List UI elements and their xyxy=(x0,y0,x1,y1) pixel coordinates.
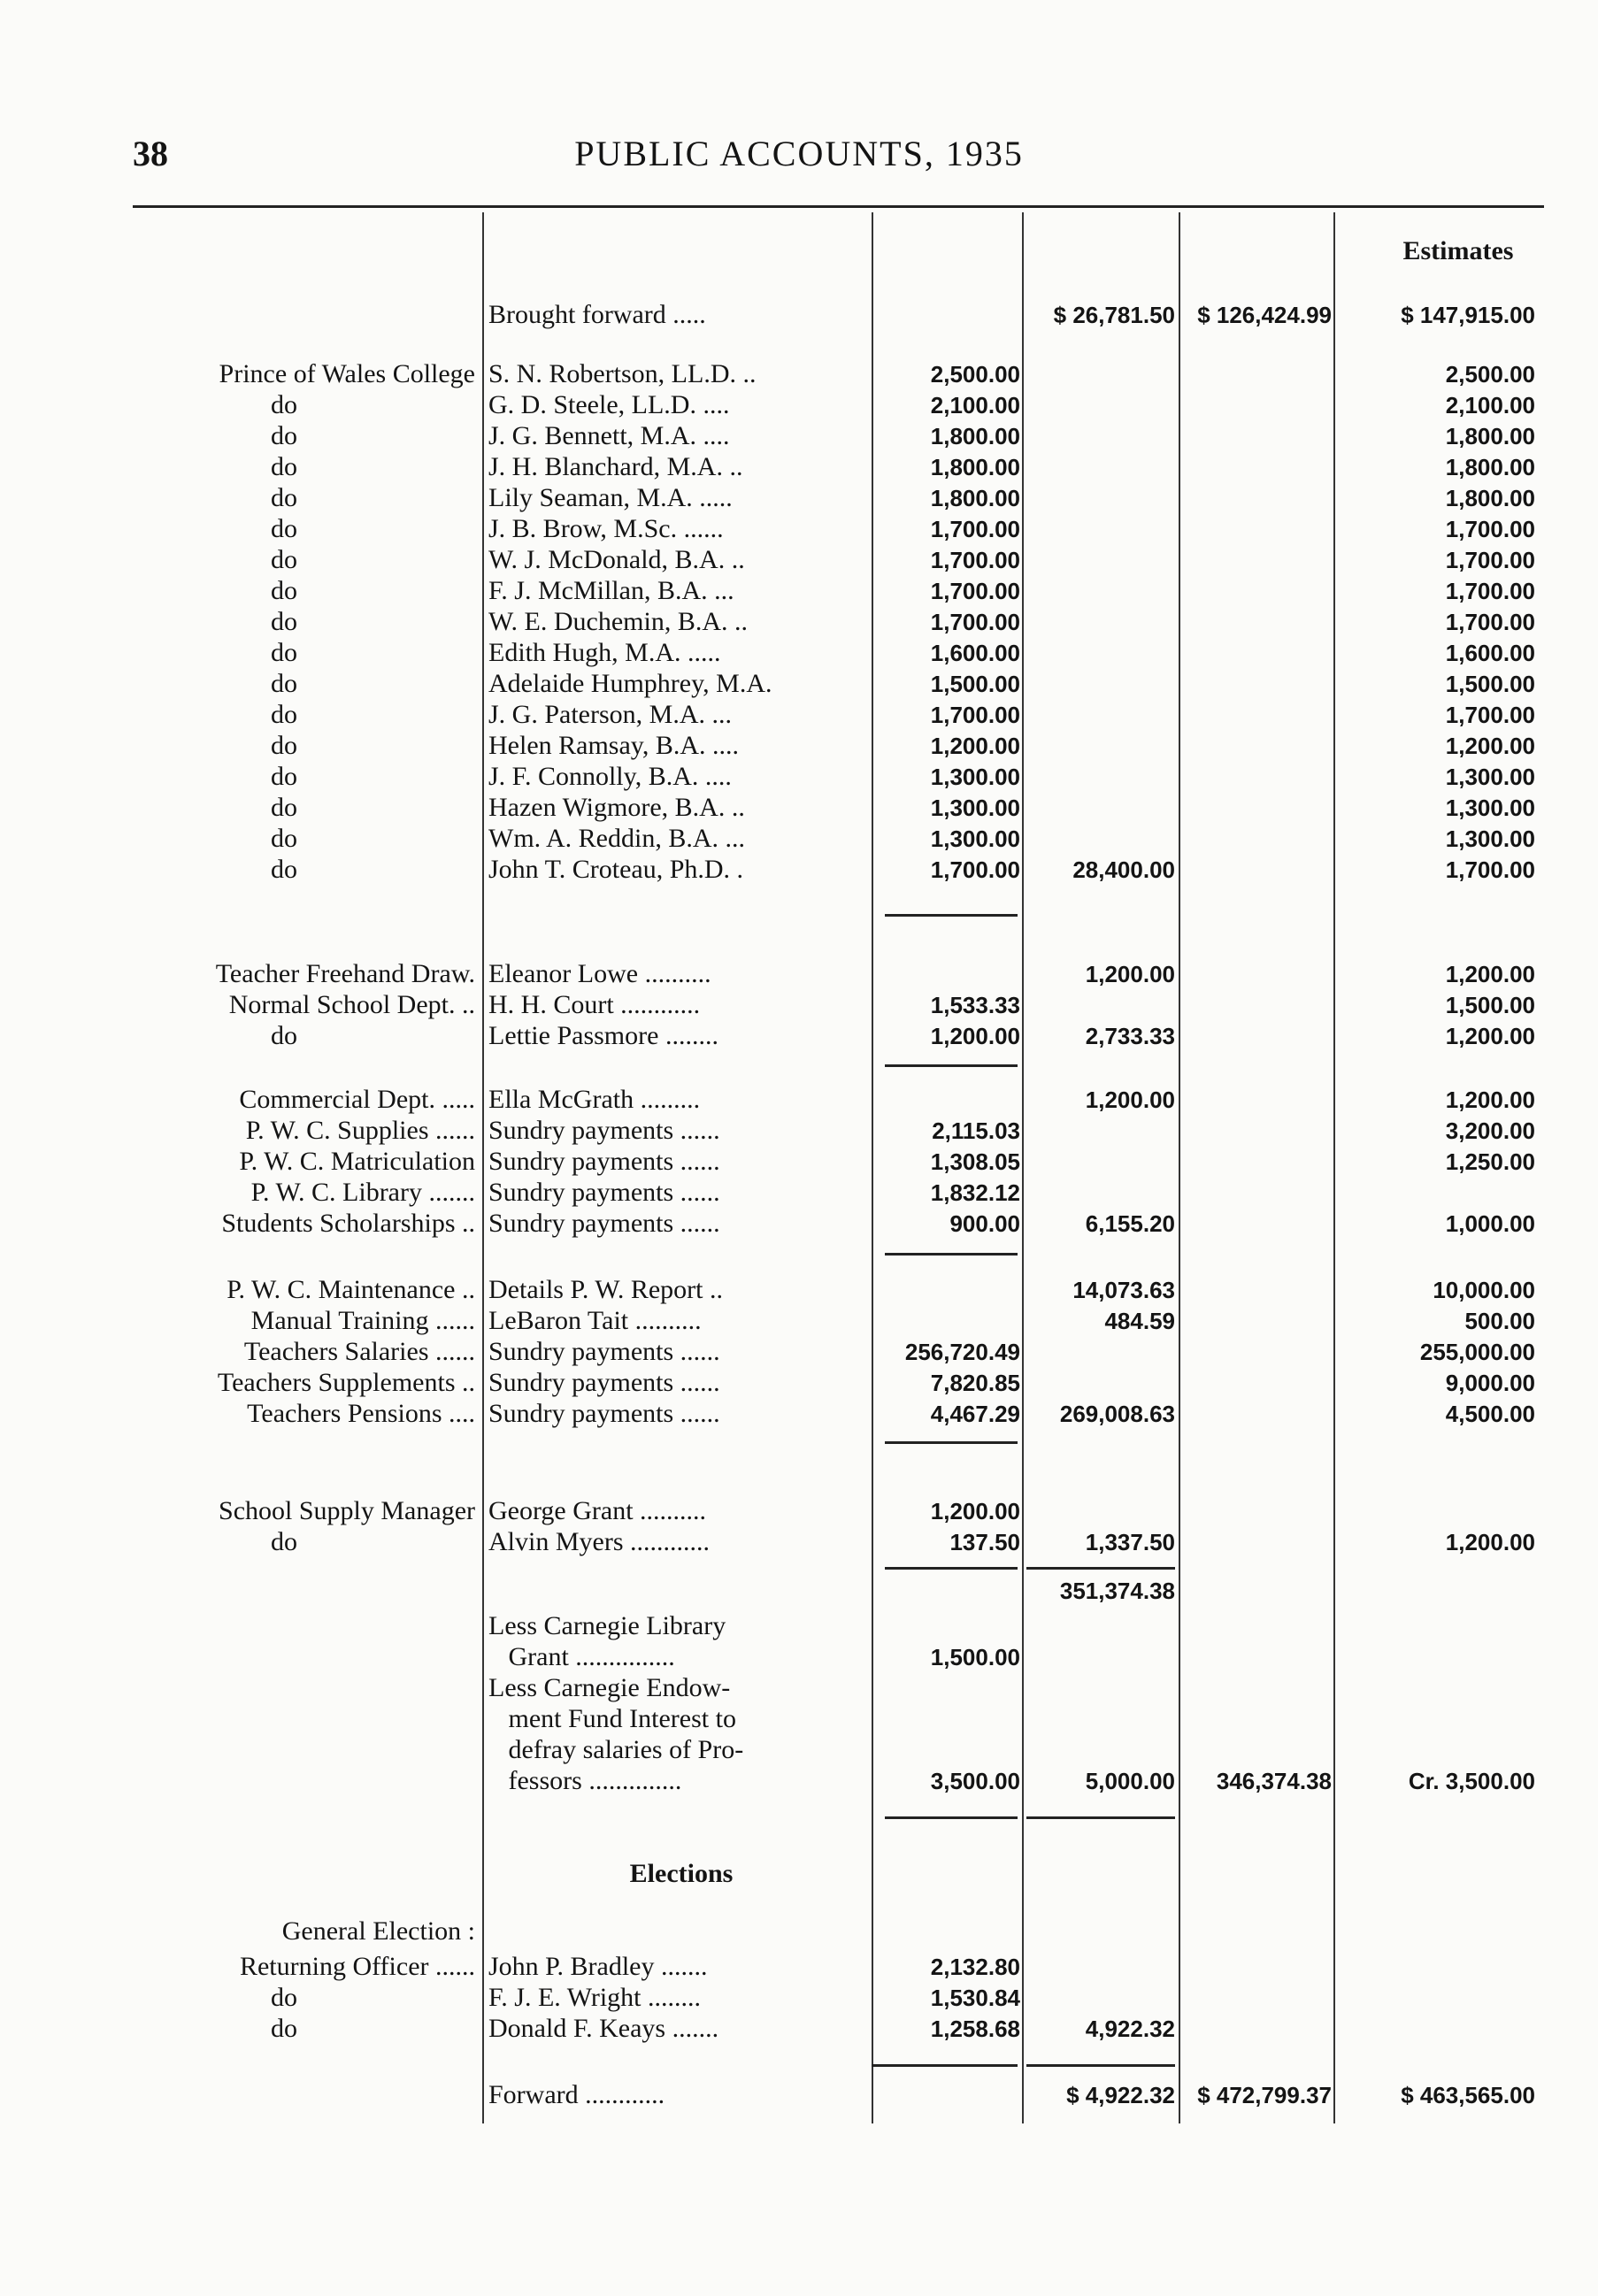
department-cell: Students Scholarships .. xyxy=(221,1209,475,1238)
payee-cell: Grant ............... xyxy=(488,1642,675,1671)
payee-cell: defray salaries of Pro- xyxy=(488,1735,744,1764)
table-row xyxy=(0,1703,1598,1735)
estimate-cell: 1,200.00 xyxy=(1445,1529,1535,1555)
subtotal-rule xyxy=(885,914,1018,917)
table-row xyxy=(0,451,1598,483)
payee-cell: Sundry payments ...... xyxy=(488,1116,720,1145)
table-row xyxy=(0,1858,1598,1890)
subtotal-cell: 484.59 xyxy=(1104,1308,1175,1334)
payee-cell: Lettie Passmore ........ xyxy=(488,1021,718,1050)
total-cell: $ 126,424.99 xyxy=(1197,302,1332,328)
estimate-cell: 2,100.00 xyxy=(1445,392,1535,419)
payee-cell: Sundry payments ...... xyxy=(488,1399,720,1428)
department-cell: Returning Officer ...... xyxy=(239,1952,475,1981)
department-cell: Teacher Freehand Draw. xyxy=(215,959,475,988)
table-row xyxy=(0,2013,1598,2045)
estimate-cell: 1,500.00 xyxy=(1445,671,1535,697)
table-row xyxy=(0,1398,1598,1430)
table-row xyxy=(0,1336,1598,1368)
department-cell: Teachers Supplements .. xyxy=(217,1368,475,1397)
subtotal-cell: 5,000.00 xyxy=(1085,1768,1175,1794)
department-cell: P. W. C. Library ....... xyxy=(250,1178,475,1207)
payee-cell: Wm. A. Reddin, B.A. ... xyxy=(488,824,745,853)
total-cell: 346,374.38 xyxy=(1216,1768,1332,1794)
payee-cell: Alvin Myers ............ xyxy=(488,1527,710,1556)
department-cell: General Election : xyxy=(281,1916,475,1946)
estimate-cell: 500.00 xyxy=(1464,1308,1535,1334)
department-cell: do xyxy=(271,1527,297,1556)
payee-cell: Elections xyxy=(629,1859,734,1888)
table-row xyxy=(0,1672,1598,1704)
payee-cell: Details P. W. Report .. xyxy=(488,1275,724,1304)
department-cell: do xyxy=(271,669,297,698)
department-cell: do xyxy=(271,483,297,512)
estimate-cell: 1,200.00 xyxy=(1445,1087,1535,1113)
table-row xyxy=(0,1575,1598,1607)
payee-cell: J. G. Bennett, M.A. .... xyxy=(488,421,730,450)
estimate-cell: 3,200.00 xyxy=(1445,1117,1535,1144)
page-number: 38 xyxy=(133,134,168,173)
amount-cell: 137.50 xyxy=(949,1529,1020,1555)
table-row xyxy=(0,989,1598,1021)
amount-cell: 1,500.00 xyxy=(930,1644,1020,1670)
subtotal-cell: 14,073.63 xyxy=(1072,1277,1175,1303)
estimate-cell: 1,700.00 xyxy=(1445,516,1535,542)
department-cell: Teachers Pensions .... xyxy=(247,1399,475,1428)
subtotal-cell: 1,200.00 xyxy=(1085,1087,1175,1113)
payee-cell: Eleanor Lowe .......... xyxy=(488,959,711,988)
department-cell: do xyxy=(271,824,297,853)
payee-cell: Less Carnegie Endow- xyxy=(488,1673,731,1702)
payee-cell: Brought forward ..... xyxy=(488,300,706,329)
amount-cell: 256,720.49 xyxy=(904,1339,1020,1365)
subtotal-rule xyxy=(1026,1816,1175,1819)
amount-cell: 2,115.03 xyxy=(932,1117,1020,1144)
table-row xyxy=(0,637,1598,669)
payee-cell: John T. Croteau, Ph.D. . xyxy=(488,855,744,884)
estimate-cell: 1,300.00 xyxy=(1445,795,1535,821)
estimate-cell: 1,200.00 xyxy=(1445,733,1535,759)
subtotal-cell: 269,008.63 xyxy=(1059,1401,1175,1427)
estimate-cell: 1,700.00 xyxy=(1445,856,1535,883)
payee-cell: Sundry payments ...... xyxy=(488,1337,720,1366)
subtotal-cell: 1,337.50 xyxy=(1085,1529,1175,1555)
subtotal-rule xyxy=(885,1064,1018,1067)
amount-cell: 2,100.00 xyxy=(930,392,1020,419)
subtotal-cell: 6,155.20 xyxy=(1085,1210,1175,1237)
estimate-cell: 255,000.00 xyxy=(1419,1339,1535,1365)
estimate-cell: 1,000.00 xyxy=(1445,1210,1535,1237)
estimate-cell: Cr. 3,500.00 xyxy=(1408,1768,1535,1794)
department-cell: do xyxy=(271,607,297,636)
amount-cell: 2,500.00 xyxy=(930,361,1020,388)
amount-cell: 1,300.00 xyxy=(930,795,1020,821)
table-row xyxy=(0,1641,1598,1673)
table-row xyxy=(0,958,1598,990)
table-row xyxy=(0,299,1598,331)
payee-cell: Ella McGrath ......... xyxy=(488,1085,701,1114)
department-cell: do xyxy=(271,762,297,791)
payee-cell: Sundry payments ...... xyxy=(488,1178,720,1207)
amount-cell: 1,500.00 xyxy=(930,671,1020,697)
amount-cell: 1,530.84 xyxy=(930,1985,1020,2011)
department-cell: do xyxy=(271,1021,297,1050)
amount-cell: 1,258.68 xyxy=(930,2016,1020,2042)
table-row xyxy=(0,1916,1598,1947)
table-row xyxy=(0,668,1598,700)
payee-cell: Edith Hugh, M.A. ..... xyxy=(488,638,721,667)
table-row xyxy=(0,792,1598,824)
department-cell: do xyxy=(271,576,297,605)
amount-cell: 1,308.05 xyxy=(930,1148,1020,1175)
table-row xyxy=(0,482,1598,514)
table-row xyxy=(0,1146,1598,1178)
estimates-header: Estimates xyxy=(1402,236,1514,265)
amount-cell: 1,533.33 xyxy=(930,992,1020,1018)
payee-cell: Sundry payments ...... xyxy=(488,1368,720,1397)
amount-cell: 1,200.00 xyxy=(930,1498,1020,1524)
payee-cell: J. F. Connolly, B.A. .... xyxy=(488,762,732,791)
table-row xyxy=(0,1305,1598,1337)
department-cell: Commercial Dept. ..... xyxy=(239,1085,475,1114)
amount-cell: 1,800.00 xyxy=(930,454,1020,480)
table-row xyxy=(0,761,1598,793)
estimate-cell: 1,200.00 xyxy=(1445,961,1535,987)
amount-cell: 1,200.00 xyxy=(930,733,1020,759)
subtotal-rule xyxy=(885,1567,1018,1570)
payee-cell: Sundry payments ...... xyxy=(488,1147,720,1176)
payee-cell: Lily Seaman, M.A. ..... xyxy=(488,483,733,512)
department-cell: do xyxy=(271,421,297,450)
table-row xyxy=(0,854,1598,886)
amount-cell: 2,132.80 xyxy=(930,1954,1020,1980)
subtotal-cell: 351,374.38 xyxy=(1059,1578,1175,1604)
amount-cell: 1,700.00 xyxy=(930,516,1020,542)
table-row xyxy=(0,730,1598,762)
table-row xyxy=(0,389,1598,421)
amount-cell: 3,500.00 xyxy=(930,1768,1020,1794)
department-cell: do xyxy=(271,514,297,543)
department-cell: Normal School Dept. .. xyxy=(228,990,475,1019)
amount-cell: 1,300.00 xyxy=(930,825,1020,852)
table-row xyxy=(0,1020,1598,1052)
amount-cell: 7,820.85 xyxy=(930,1370,1020,1396)
table-row xyxy=(0,2079,1598,2111)
table-row xyxy=(0,1951,1598,1983)
payee-cell: H. H. Court ............ xyxy=(488,990,701,1019)
table-row xyxy=(0,1734,1598,1766)
amount-cell: 1,700.00 xyxy=(930,702,1020,728)
estimate-cell: 4,500.00 xyxy=(1445,1401,1535,1427)
amount-cell: 1,700.00 xyxy=(930,609,1020,635)
department-cell: Teachers Salaries ...... xyxy=(243,1337,475,1366)
table-row xyxy=(0,1115,1598,1147)
amount-cell: 4,467.29 xyxy=(930,1401,1020,1427)
table-row xyxy=(0,1982,1598,2014)
payee-cell: G. D. Steele, LL.D. .... xyxy=(488,390,730,419)
department-cell: do xyxy=(271,793,297,822)
department-cell: do xyxy=(271,390,297,419)
payee-cell: W. J. McDonald, B.A. .. xyxy=(488,545,745,574)
department-cell: Manual Training ...... xyxy=(250,1306,475,1335)
department-cell: do xyxy=(271,545,297,574)
table-row xyxy=(0,575,1598,607)
estimate-cell: 1,700.00 xyxy=(1445,578,1535,604)
estimate-cell: 2,500.00 xyxy=(1445,361,1535,388)
total-cell: $ 472,799.37 xyxy=(1197,2082,1332,2108)
estimate-cell: 1,800.00 xyxy=(1445,423,1535,449)
payee-cell: W. E. Duchemin, B.A. .. xyxy=(488,607,749,636)
department-cell: do xyxy=(271,731,297,760)
table-row xyxy=(0,420,1598,452)
table-row xyxy=(0,1084,1598,1116)
table-row xyxy=(0,606,1598,638)
table-row xyxy=(0,1208,1598,1240)
subtotal-rule xyxy=(885,1816,1018,1819)
subtotal-rule xyxy=(885,1253,1018,1256)
estimate-cell: 1,700.00 xyxy=(1445,609,1535,635)
amount-cell: 1,832.12 xyxy=(930,1179,1020,1206)
table-row xyxy=(0,1765,1598,1797)
department-cell: do xyxy=(271,855,297,884)
department-cell: P. W. C. Matriculation xyxy=(239,1147,475,1176)
subtotal-cell: $ 26,781.50 xyxy=(1053,302,1175,328)
table-row xyxy=(0,1274,1598,1306)
amount-cell: 1,200.00 xyxy=(930,1023,1020,1049)
department-cell: P. W. C. Maintenance .. xyxy=(227,1275,475,1304)
amount-cell: 1,700.00 xyxy=(930,547,1020,573)
payee-cell: Hazen Wigmore, B.A. .. xyxy=(488,793,745,822)
estimate-cell: 1,300.00 xyxy=(1445,764,1535,790)
payee-cell: J. H. Blanchard, M.A. .. xyxy=(488,452,743,481)
table-row xyxy=(0,823,1598,855)
subtotal-cell: 1,200.00 xyxy=(1085,961,1175,987)
estimate-cell: 1,800.00 xyxy=(1445,454,1535,480)
amount-cell: 1,700.00 xyxy=(930,578,1020,604)
table-row xyxy=(0,1177,1598,1209)
estimate-cell: 1,800.00 xyxy=(1445,485,1535,511)
estimate-cell: 1,200.00 xyxy=(1445,1023,1535,1049)
table-row xyxy=(0,1526,1598,1558)
estimate-cell: $ 463,565.00 xyxy=(1401,2082,1535,2108)
table-row xyxy=(0,1495,1598,1527)
payee-cell: Donald F. Keays ....... xyxy=(488,2014,719,2043)
department-cell: P. W. C. Supplies ...... xyxy=(245,1116,475,1145)
subtotal-rule xyxy=(885,1441,1018,1444)
payee-cell: J. B. Brow, M.Sc. ...... xyxy=(488,514,724,543)
amount-cell: 1,600.00 xyxy=(930,640,1020,666)
payee-cell: F. J. McMillan, B.A. ... xyxy=(488,576,734,605)
amount-cell: 900.00 xyxy=(949,1210,1020,1237)
amount-cell: 1,300.00 xyxy=(930,764,1020,790)
table-row xyxy=(0,1367,1598,1399)
department-cell: Prince of Wales College xyxy=(219,359,475,388)
payee-cell: ment Fund Interest to xyxy=(488,1704,736,1733)
estimate-cell: $ 147,915.00 xyxy=(1401,302,1535,328)
subtotal-cell: 2,733.33 xyxy=(1085,1023,1175,1049)
payee-cell: LeBaron Tait .......... xyxy=(488,1306,702,1335)
payee-cell: F. J. E. Wright ........ xyxy=(488,1983,702,2012)
table-row xyxy=(0,513,1598,545)
department-cell: do xyxy=(271,2014,297,2043)
payee-cell: Adelaide Humphrey, M.A. xyxy=(488,669,772,698)
table-row xyxy=(0,1610,1598,1642)
department-cell: do xyxy=(271,638,297,667)
estimate-cell: 9,000.00 xyxy=(1445,1370,1535,1396)
department-cell: School Supply Manager xyxy=(219,1496,475,1525)
subtotal-cell: 4,922.32 xyxy=(1085,2016,1175,2042)
payee-cell: S. N. Robertson, LL.D. .. xyxy=(488,359,757,388)
payee-cell: J. G. Paterson, M.A. ... xyxy=(488,700,732,729)
payee-cell: John P. Bradley ....... xyxy=(488,1952,708,1981)
table-row xyxy=(0,544,1598,576)
amount-cell: 1,800.00 xyxy=(930,485,1020,511)
payee-cell: fessors .............. xyxy=(488,1766,682,1795)
amount-cell: 1,700.00 xyxy=(930,856,1020,883)
header-rule xyxy=(133,205,1544,208)
subtotal-rule xyxy=(1026,1567,1175,1570)
estimate-cell: 1,250.00 xyxy=(1445,1148,1535,1175)
table-row xyxy=(0,699,1598,731)
payee-cell: Sundry payments ...... xyxy=(488,1209,720,1238)
department-cell: do xyxy=(271,700,297,729)
subtotal-cell: $ 4,922.32 xyxy=(1066,2082,1175,2108)
page-title: PUBLIC ACCOUNTS, 1935 xyxy=(574,134,1024,173)
payee-cell: Helen Ramsay, B.A. .... xyxy=(488,731,740,760)
amount-cell: 1,800.00 xyxy=(930,423,1020,449)
payee-cell: George Grant .......... xyxy=(488,1496,707,1525)
estimate-cell: 1,600.00 xyxy=(1445,640,1535,666)
department-cell: do xyxy=(271,452,297,481)
subtotal-cell: 28,400.00 xyxy=(1072,856,1175,883)
estimate-cell: 1,300.00 xyxy=(1445,825,1535,852)
payee-cell: Less Carnegie Library xyxy=(488,1611,726,1640)
department-cell: do xyxy=(271,1983,297,2012)
estimate-cell: 1,700.00 xyxy=(1445,547,1535,573)
estimate-cell: 1,700.00 xyxy=(1445,702,1535,728)
estimate-cell: 1,500.00 xyxy=(1445,992,1535,1018)
payee-cell: Forward ............ xyxy=(488,2080,665,2109)
table-row xyxy=(0,358,1598,390)
subtotal-rule xyxy=(1026,2064,1175,2067)
estimate-cell: 10,000.00 xyxy=(1433,1277,1535,1303)
subtotal-rule xyxy=(872,2064,1018,2067)
